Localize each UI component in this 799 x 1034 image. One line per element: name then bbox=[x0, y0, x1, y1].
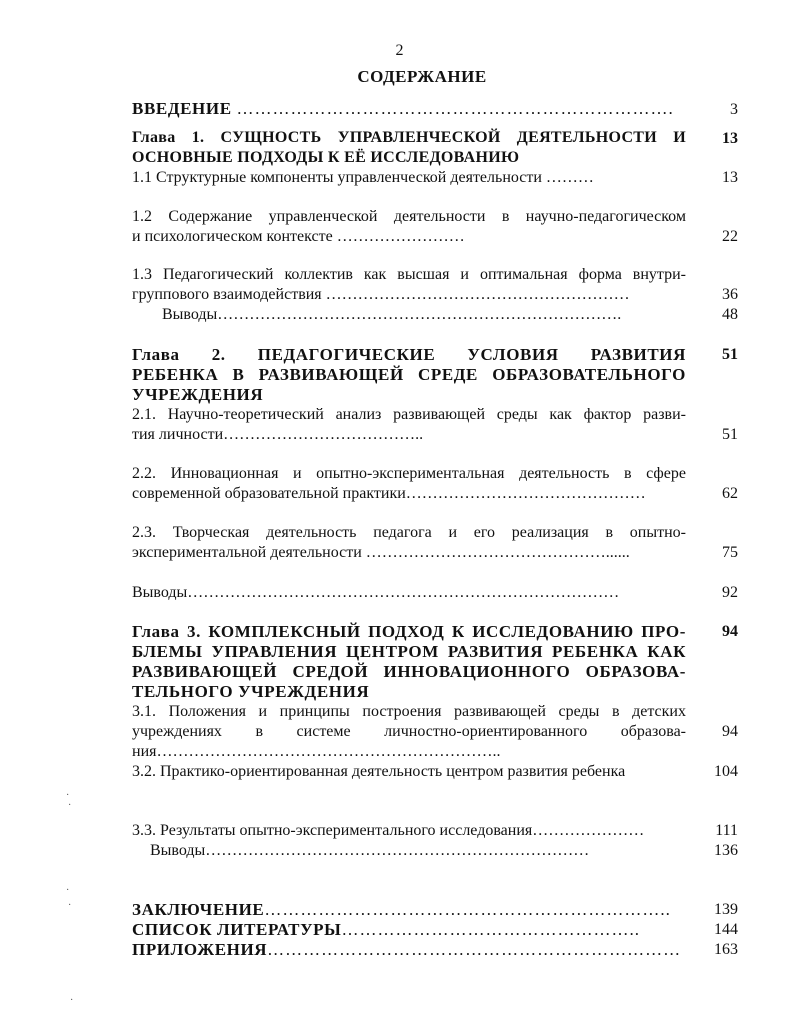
chapter-title-line: УЧРЕЖДЕНИЯ bbox=[132, 385, 264, 404]
scan-speck: · bbox=[66, 885, 70, 896]
entry-label: ВВЕДЕНИЕ bbox=[132, 99, 232, 118]
toc-entry-conclusion[interactable] bbox=[132, 900, 686, 920]
entry-label: ПРИЛОЖЕНИЯ bbox=[132, 940, 268, 959]
toc-conclusions-1[interactable]: Выводы…………………………………………………………………. bbox=[162, 306, 622, 323]
dot-leader: ………………………………………….. bbox=[341, 920, 640, 939]
page-ref: 94 bbox=[722, 723, 738, 740]
entry-label: ЗАКЛЮЧЕНИЕ bbox=[132, 900, 265, 919]
page-ref: 22 bbox=[722, 228, 738, 245]
dot-leader: ………………………………………………………………. bbox=[236, 99, 674, 118]
chapter-title-line: Глава 1. СУЩНОСТЬ УПРАВЛЕНЧЕСКОЙ ДЕЯТЕЛЬНОСТИ И bbox=[132, 129, 686, 146]
scan-speck: · bbox=[70, 995, 74, 1006]
page-ref: 163 bbox=[714, 941, 738, 958]
dot-leader: …………………………………………………………… bbox=[267, 940, 682, 959]
chapter-title-line: РЕБЕНКА В РАЗВИВАЮЩЕЙ СРЕДЕ ОБРАЗОВАТЕЛЬНОГО bbox=[132, 365, 686, 384]
toc-entry-introduction[interactable] bbox=[132, 99, 686, 119]
page-ref: 139 bbox=[714, 901, 738, 918]
toc-chapter-3[interactable] bbox=[132, 622, 686, 702]
chapter-title-line: Глава 2. ПЕДАГОГИЧЕСКИЕ УСЛОВИЯ РАЗВИТИЯ bbox=[132, 345, 686, 364]
page-ref: 92 bbox=[722, 584, 738, 601]
page-ref: 13 bbox=[722, 130, 738, 147]
page-ref: 111 bbox=[715, 822, 738, 839]
page-ref: 104 bbox=[714, 763, 738, 780]
page-ref: 75 bbox=[722, 544, 738, 561]
toc-conclusions-2[interactable]: Выводы……………………………………………………………………… bbox=[132, 584, 620, 601]
page-ref: 136 bbox=[714, 842, 738, 859]
page-ref: 144 bbox=[714, 921, 738, 938]
toc-section-3-2[interactable]: 3.2. Практико-ориентированная деятельность центром развития ребенка bbox=[132, 763, 626, 780]
page-ref: 94 bbox=[722, 623, 738, 640]
toc-section-2-2[interactable]: 2.2. Инновационная и опытно-экспериментальная деятельность в сфере современной образовательной практики……………………………………… bbox=[132, 465, 686, 502]
page-ref: 51 bbox=[722, 346, 738, 363]
toc-section-2-1[interactable]: 2.1. Научно-теоретический анализ развивающей среды как фактор разви- тия личности……………………………….. bbox=[132, 406, 686, 443]
page-ref: 13 bbox=[722, 169, 738, 186]
toc-section-2-3[interactable]: 2.3. Творческая деятельность педагога и его реализация в опытно- экспериментальной деятельности ………………………………………...... bbox=[132, 524, 686, 561]
chapter-title-line: Глава 3. КОМПЛЕКСНЫЙ ПОДХОД К ИССЛЕДОВАНИЮ ПРО- bbox=[132, 622, 686, 641]
chapter-title-line: ОСНОВНЫЕ ПОДХОДЫ К ЕЁ ИССЛЕДОВАНИЮ bbox=[132, 149, 520, 166]
page-ref: 3 bbox=[730, 101, 738, 118]
toc-section-3-1[interactable]: 3.1. Положения и принципы построения развивающей среды в детских учреждениях в системе личностно-ориентированного образова- ния……………………………………………………….. bbox=[132, 703, 686, 760]
page-ref: 48 bbox=[722, 306, 738, 323]
toc-chapter-1[interactable] bbox=[132, 128, 686, 168]
chapter-title-line: РАЗВИВАЮЩЕЙ СРЕДОЙ ИННОВАЦИОННОГО ОБРАЗОВА- bbox=[132, 662, 686, 681]
page-number: 2 bbox=[395, 42, 404, 59]
toc-conclusions-3[interactable]: Выводы……………………………………………………………… bbox=[150, 842, 590, 859]
toc-section-1-1[interactable]: 1.1 Структурные компоненты управленческой деятельности ……… bbox=[132, 169, 594, 186]
dot-leader: ………………………………………………………….. bbox=[264, 900, 671, 919]
toc-title: СОДЕРЖАНИЕ bbox=[357, 67, 487, 86]
page-ref: 36 bbox=[722, 286, 738, 303]
toc-section-1-3[interactable]: 1.3 Педагогический коллектив как высшая и оптимальная форма внутри- группового взаимодействия ………………………………………………… bbox=[132, 266, 686, 303]
toc-entry-appendices[interactable] bbox=[132, 940, 686, 960]
entry-label: СПИСОК ЛИТЕРАТУРЫ bbox=[132, 920, 342, 939]
scan-speck: · bbox=[68, 800, 72, 811]
page-ref: 62 bbox=[722, 485, 738, 502]
toc-chapter-2[interactable] bbox=[132, 345, 686, 405]
page-ref: 51 bbox=[722, 426, 738, 443]
scan-speck: · bbox=[66, 790, 70, 801]
chapter-title-line: БЛЕМЫ УПРАВЛЕНИЯ ЦЕНТРОМ РАЗВИТИЯ РЕБЕНКА КАК bbox=[132, 642, 686, 661]
toc-entry-references[interactable] bbox=[132, 920, 686, 940]
scan-speck: · bbox=[68, 900, 72, 911]
chapter-title-line: ТЕЛЬНОГО УЧРЕЖДЕНИЯ bbox=[132, 682, 370, 701]
toc-section-3-3[interactable]: 3.3. Результаты опытно-экспериментального исследования………………… bbox=[132, 822, 645, 839]
toc-section-1-2[interactable]: 1.2 Содержание управленческой деятельности в научно-педагогическом и психологическом контексте …………………… bbox=[132, 208, 686, 245]
